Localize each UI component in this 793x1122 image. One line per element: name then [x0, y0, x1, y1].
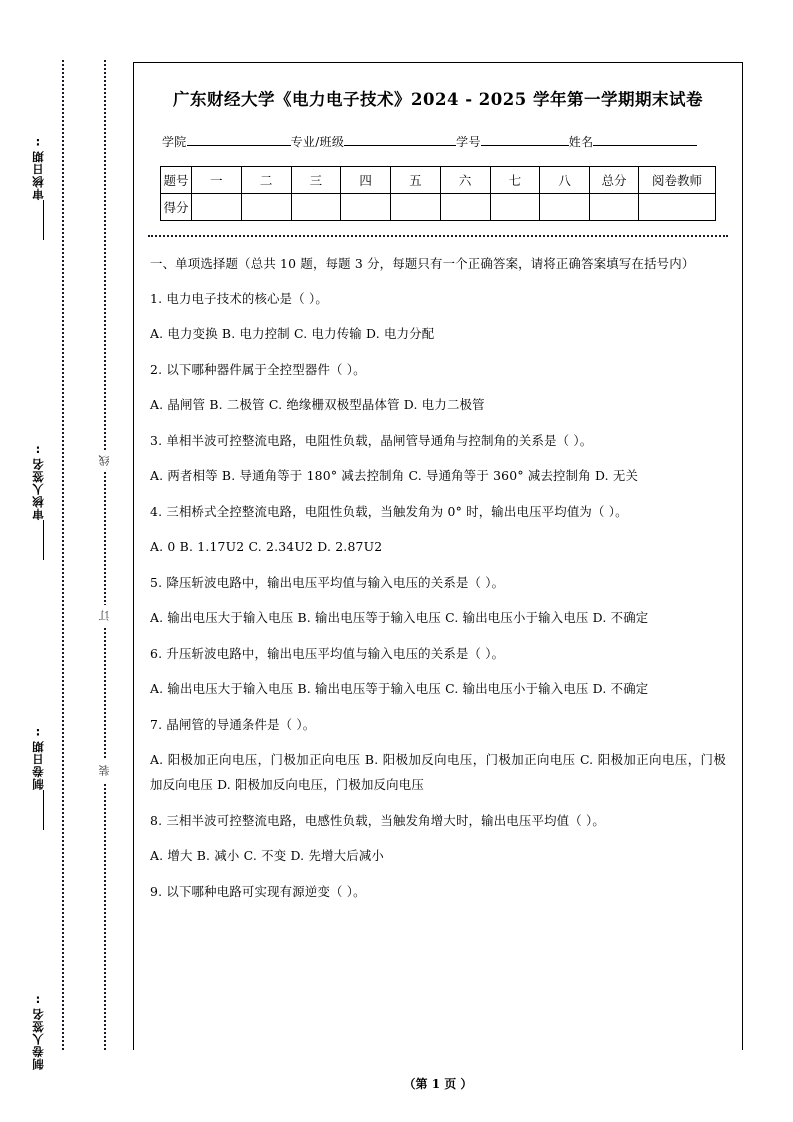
field-blank-major-class[interactable]	[344, 133, 456, 146]
seam-char-bind: 订	[96, 605, 114, 627]
col-header-2: 二	[241, 167, 291, 194]
paper-content-frame	[133, 62, 743, 1050]
score-cell-marker-teacher[interactable]	[639, 194, 716, 221]
col-header-marker-teacher: 阅卷教师	[639, 167, 716, 194]
col-header-6: 六	[440, 167, 490, 194]
question-options-5: A. 输出电压大于输入电压 B. 输出电压等于输入电压 C. 输出电压小于输入电压 D. 不确定	[150, 610, 649, 625]
question-stem-4: 4. 三相桥式全控整流电路，电阻性负载，当触发角为 0° 时，输出电压平均值为（ ）。	[150, 504, 628, 519]
side-label-produce-date: 制卷日期:	[31, 725, 45, 790]
page-title: 广东财经大学《电力电子技术》2024 - 2025 学年第一学期期末试卷	[173, 90, 703, 109]
field-label-student-id: 学号	[456, 135, 481, 149]
side-label-review-date: 审核日期:	[31, 135, 45, 200]
side-label-producer-signature: 制卷人签名:	[31, 992, 45, 1070]
question-options-8: A. 增大 B. 减小 C. 不变 D. 先增大后减小	[150, 848, 384, 863]
col-header-5: 五	[391, 167, 441, 194]
table-row-scores	[161, 194, 716, 221]
question-stem-1: 1. 电力电子技术的核心是（ ）。	[150, 291, 328, 306]
binding-dotted-line-outer	[62, 60, 64, 1050]
col-header-4: 四	[341, 167, 391, 194]
question-options-7: A. 阳极加正向电压，门极加正向电压 B. 阳极加反向电压，门极加正向电压 C. 阳极加正向电压，门极加反向电压 D. 阳极加反向电压，门极加反向电压	[150, 752, 726, 792]
score-cell-5[interactable]	[391, 194, 441, 221]
score-cell-1[interactable]	[192, 194, 242, 221]
side-label-reviewer-signature: 审核人签名:	[31, 442, 45, 520]
table-row-question-numbers	[161, 167, 716, 194]
question-stem-9: 9. 以下哪种电路可实现有源逆变（ ）。	[150, 884, 366, 899]
score-table-wrapper	[134, 150, 742, 221]
question-options-3: A. 两者相等 B. 导通角等于 180° 减去控制角 C. 导通角等于 360° 减去控制角 D. 无关	[150, 468, 639, 483]
score-cell-total[interactable]	[590, 194, 639, 221]
section-heading: 一、单项选择题（总共 10 题，每题 3 分，每题只有一个正确答案，请将正确答案填写在括号内）	[150, 256, 695, 271]
page-footer	[133, 1075, 743, 1092]
score-cell-7[interactable]	[490, 194, 540, 221]
question-stem-3: 3. 单相半波可控整流电路，电阻性负载，晶闸管导通角与控制角的关系是（ ）。	[150, 433, 593, 448]
col-header-8: 八	[540, 167, 590, 194]
row-header-question-no: 题号	[161, 167, 192, 194]
col-header-7: 七	[490, 167, 540, 194]
question-stem-5: 5. 降压斩波电路中，输出电压平均值与输入电压的关系是（ ）。	[150, 575, 505, 590]
binding-dotted-line-inner	[104, 60, 106, 1050]
field-label-name: 姓名	[568, 135, 594, 149]
field-blank-college[interactable]	[187, 133, 291, 146]
question-options-1: A. 电力变换 B. 电力控制 C. 电力传输 D. 电力分配	[150, 326, 435, 341]
question-stem-8: 8. 三相半波可控整流电路，电感性负载，当触发角增大时，输出电压平均值（ ）。	[150, 813, 605, 828]
seam-char-assemble: 装	[96, 760, 114, 782]
question-options-4: A. 0 B. 1.17U2 C. 2.34U2 D. 2.87U2	[150, 539, 383, 554]
field-blank-student-id[interactable]	[481, 133, 569, 146]
row-header-score: 得分	[161, 194, 192, 221]
page-number-label: （第 1 页 ）	[403, 1077, 473, 1091]
questions-body	[134, 237, 742, 904]
student-info-line	[134, 115, 742, 150]
col-header-1: 一	[192, 167, 242, 194]
score-cell-6[interactable]	[440, 194, 490, 221]
score-cell-3[interactable]	[291, 194, 341, 221]
score-table	[160, 166, 716, 221]
score-cell-2[interactable]	[241, 194, 291, 221]
score-cell-4[interactable]	[341, 194, 391, 221]
score-cell-8[interactable]	[540, 194, 590, 221]
question-stem-2: 2. 以下哪种器件属于全控型器件（ ）。	[150, 362, 366, 377]
question-options-2: A. 晶闸管 B. 二极管 C. 绝缘栅双极型晶体管 D. 电力二极管	[150, 397, 485, 412]
question-options-6: A. 输出电压大于输入电压 B. 输出电压等于输入电压 C. 输出电压小于输入电压 D. 不确定	[150, 681, 649, 696]
left-margin-annotations	[30, 60, 92, 1070]
side-rule-2	[43, 520, 44, 560]
field-blank-name[interactable]	[593, 133, 697, 146]
question-stem-7: 7. 晶闸管的导通条件是（ ）。	[150, 717, 316, 732]
field-label-major-class: 专业/班级	[290, 135, 345, 149]
question-stem-6: 6. 升压斩波电路中，输出电压平均值与输入电压的关系是（ ）。	[150, 646, 505, 661]
field-label-college: 学院	[162, 135, 187, 149]
seam-char-line: 线	[96, 450, 114, 472]
col-header-total: 总分	[590, 167, 639, 194]
side-rule-3	[43, 790, 44, 830]
side-rule-1	[43, 200, 44, 240]
col-header-3: 三	[291, 167, 341, 194]
